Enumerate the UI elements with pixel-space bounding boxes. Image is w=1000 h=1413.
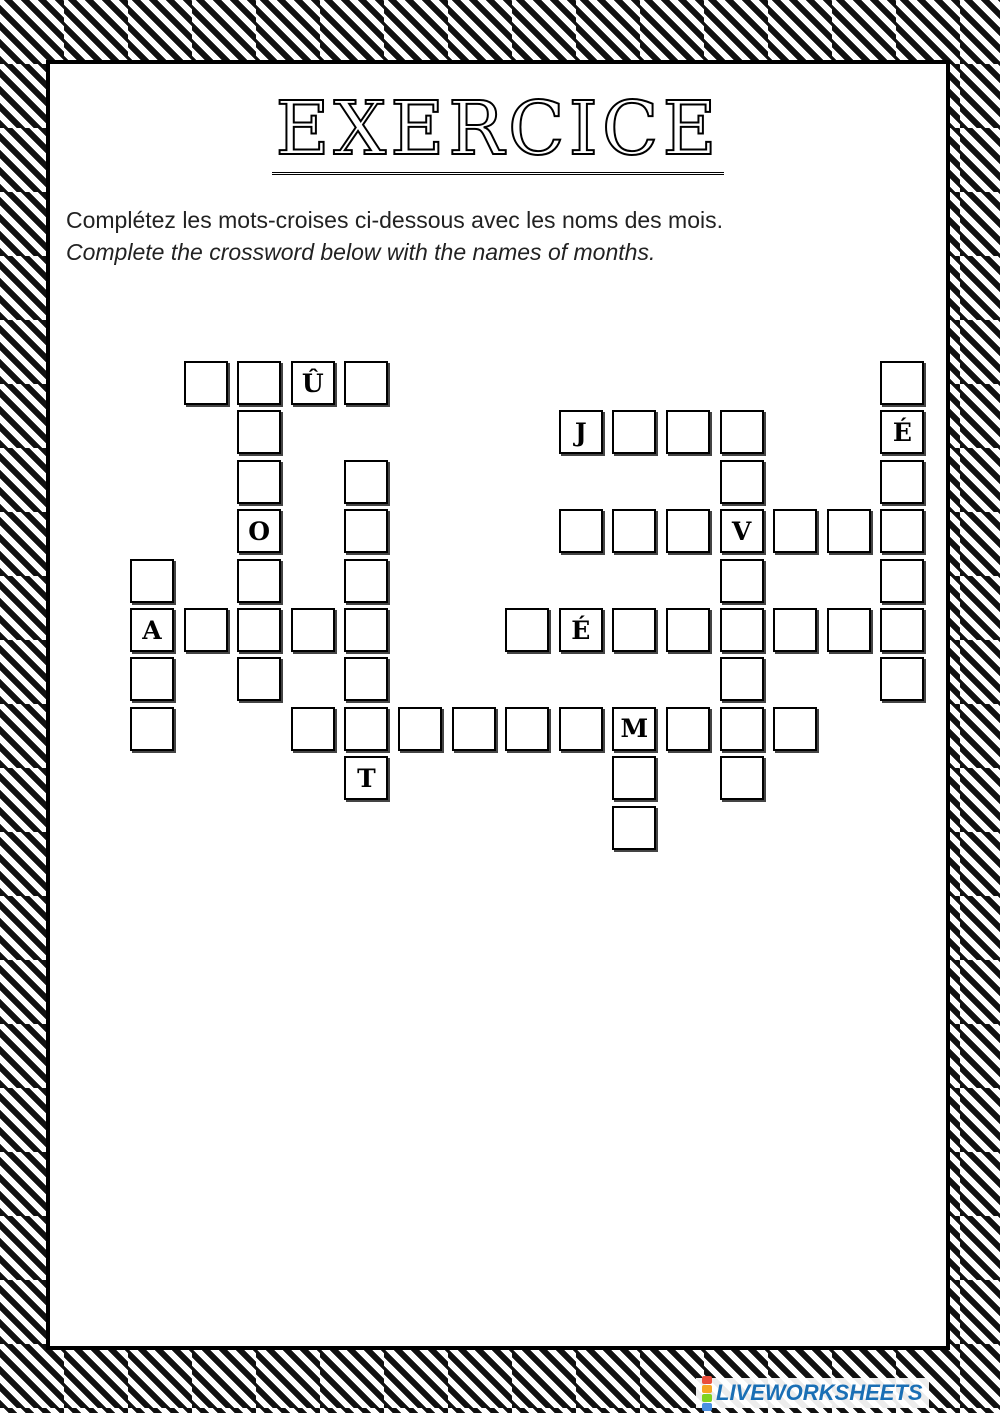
- crossword-empty-cell[interactable]: [612, 608, 656, 652]
- crossword-empty-cell[interactable]: [344, 361, 388, 405]
- crossword-empty-cell[interactable]: [666, 707, 710, 751]
- crossword-empty-cell[interactable]: [880, 608, 924, 652]
- crossword-empty-cell[interactable]: [880, 657, 924, 701]
- crossword-empty-cell[interactable]: [880, 559, 924, 603]
- crossword-empty-cell[interactable]: [773, 707, 817, 751]
- crossword-empty-cell[interactable]: [237, 410, 281, 454]
- crossword-empty-cell[interactable]: [184, 608, 228, 652]
- crossword-empty-cell[interactable]: [398, 707, 442, 751]
- crossword-empty-cell[interactable]: [344, 707, 388, 751]
- crossword-empty-cell[interactable]: [666, 509, 710, 553]
- crossword-empty-cell[interactable]: [559, 707, 603, 751]
- crossword-empty-cell[interactable]: [344, 509, 388, 553]
- crossword-empty-cell[interactable]: [827, 509, 871, 553]
- crossword-empty-cell[interactable]: [612, 806, 656, 850]
- crossword-letter-cell: M: [612, 707, 656, 751]
- crossword-empty-cell[interactable]: [237, 657, 281, 701]
- crossword-empty-cell[interactable]: [505, 608, 549, 652]
- instruction-french: Complétez les mots-croises ci-dessous avec les noms des mois.: [66, 207, 724, 233]
- crossword-empty-cell[interactable]: [720, 460, 764, 504]
- exercise-title: EXERCICE: [50, 86, 946, 175]
- crossword-empty-cell[interactable]: [130, 657, 174, 701]
- logo-block: [702, 1385, 712, 1393]
- crossword-empty-cell[interactable]: [344, 559, 388, 603]
- crossword-empty-cell[interactable]: [612, 509, 656, 553]
- crossword-empty-cell[interactable]: [720, 559, 764, 603]
- instruction-english: Complete the crossword below with the names of months.: [66, 239, 656, 265]
- crossword-empty-cell[interactable]: [344, 657, 388, 701]
- crossword-empty-cell[interactable]: [880, 361, 924, 405]
- crossword-letter-cell: J: [559, 410, 603, 454]
- crossword-empty-cell[interactable]: [291, 707, 335, 751]
- crossword-empty-cell[interactable]: [612, 756, 656, 800]
- liveworksheets-watermark: [696, 1378, 929, 1408]
- crossword-empty-cell[interactable]: [237, 608, 281, 652]
- crossword-empty-cell[interactable]: [130, 707, 174, 751]
- crossword-empty-cell[interactable]: [666, 410, 710, 454]
- crossword-empty-cell[interactable]: [344, 608, 388, 652]
- crossword-letter-cell: É: [880, 410, 924, 454]
- crossword-letter-cell: A: [130, 608, 174, 652]
- crossword-letter-cell: V: [720, 509, 764, 553]
- crossword-empty-cell[interactable]: [130, 559, 174, 603]
- crossword-grid: [50, 64, 946, 1346]
- crossword-empty-cell[interactable]: [184, 361, 228, 405]
- logo-block: [702, 1394, 712, 1402]
- crossword-empty-cell[interactable]: [237, 361, 281, 405]
- crossword-empty-cell[interactable]: [559, 509, 603, 553]
- crossword-empty-cell[interactable]: [720, 756, 764, 800]
- crossword-empty-cell[interactable]: [720, 657, 764, 701]
- watermark-text: LIVEWORKSHEETS: [716, 1380, 923, 1405]
- logo-block: [702, 1403, 712, 1411]
- crossword-empty-cell[interactable]: [612, 410, 656, 454]
- crossword-empty-cell[interactable]: [291, 608, 335, 652]
- crossword-letter-cell: Û: [291, 361, 335, 405]
- crossword-empty-cell[interactable]: [505, 707, 549, 751]
- crossword-empty-cell[interactable]: [773, 608, 817, 652]
- crossword-letter-cell: O: [237, 509, 281, 553]
- crossword-empty-cell[interactable]: [880, 460, 924, 504]
- crossword-letter-cell: É: [559, 608, 603, 652]
- crossword-empty-cell[interactable]: [880, 509, 924, 553]
- crossword-letter-cell: T: [344, 756, 388, 800]
- crossword-empty-cell[interactable]: [666, 608, 710, 652]
- crossword-empty-cell[interactable]: [237, 559, 281, 603]
- crossword-empty-cell[interactable]: [720, 410, 764, 454]
- crossword-empty-cell[interactable]: [773, 509, 817, 553]
- crossword-empty-cell[interactable]: [344, 460, 388, 504]
- liveworksheets-logo-icon: [702, 1376, 712, 1411]
- crossword-empty-cell[interactable]: [720, 707, 764, 751]
- crossword-empty-cell[interactable]: [237, 460, 281, 504]
- worksheet-frame: [46, 60, 950, 1350]
- crossword-empty-cell[interactable]: [452, 707, 496, 751]
- crossword-empty-cell[interactable]: [720, 608, 764, 652]
- logo-block: [702, 1376, 712, 1384]
- crossword-empty-cell[interactable]: [827, 608, 871, 652]
